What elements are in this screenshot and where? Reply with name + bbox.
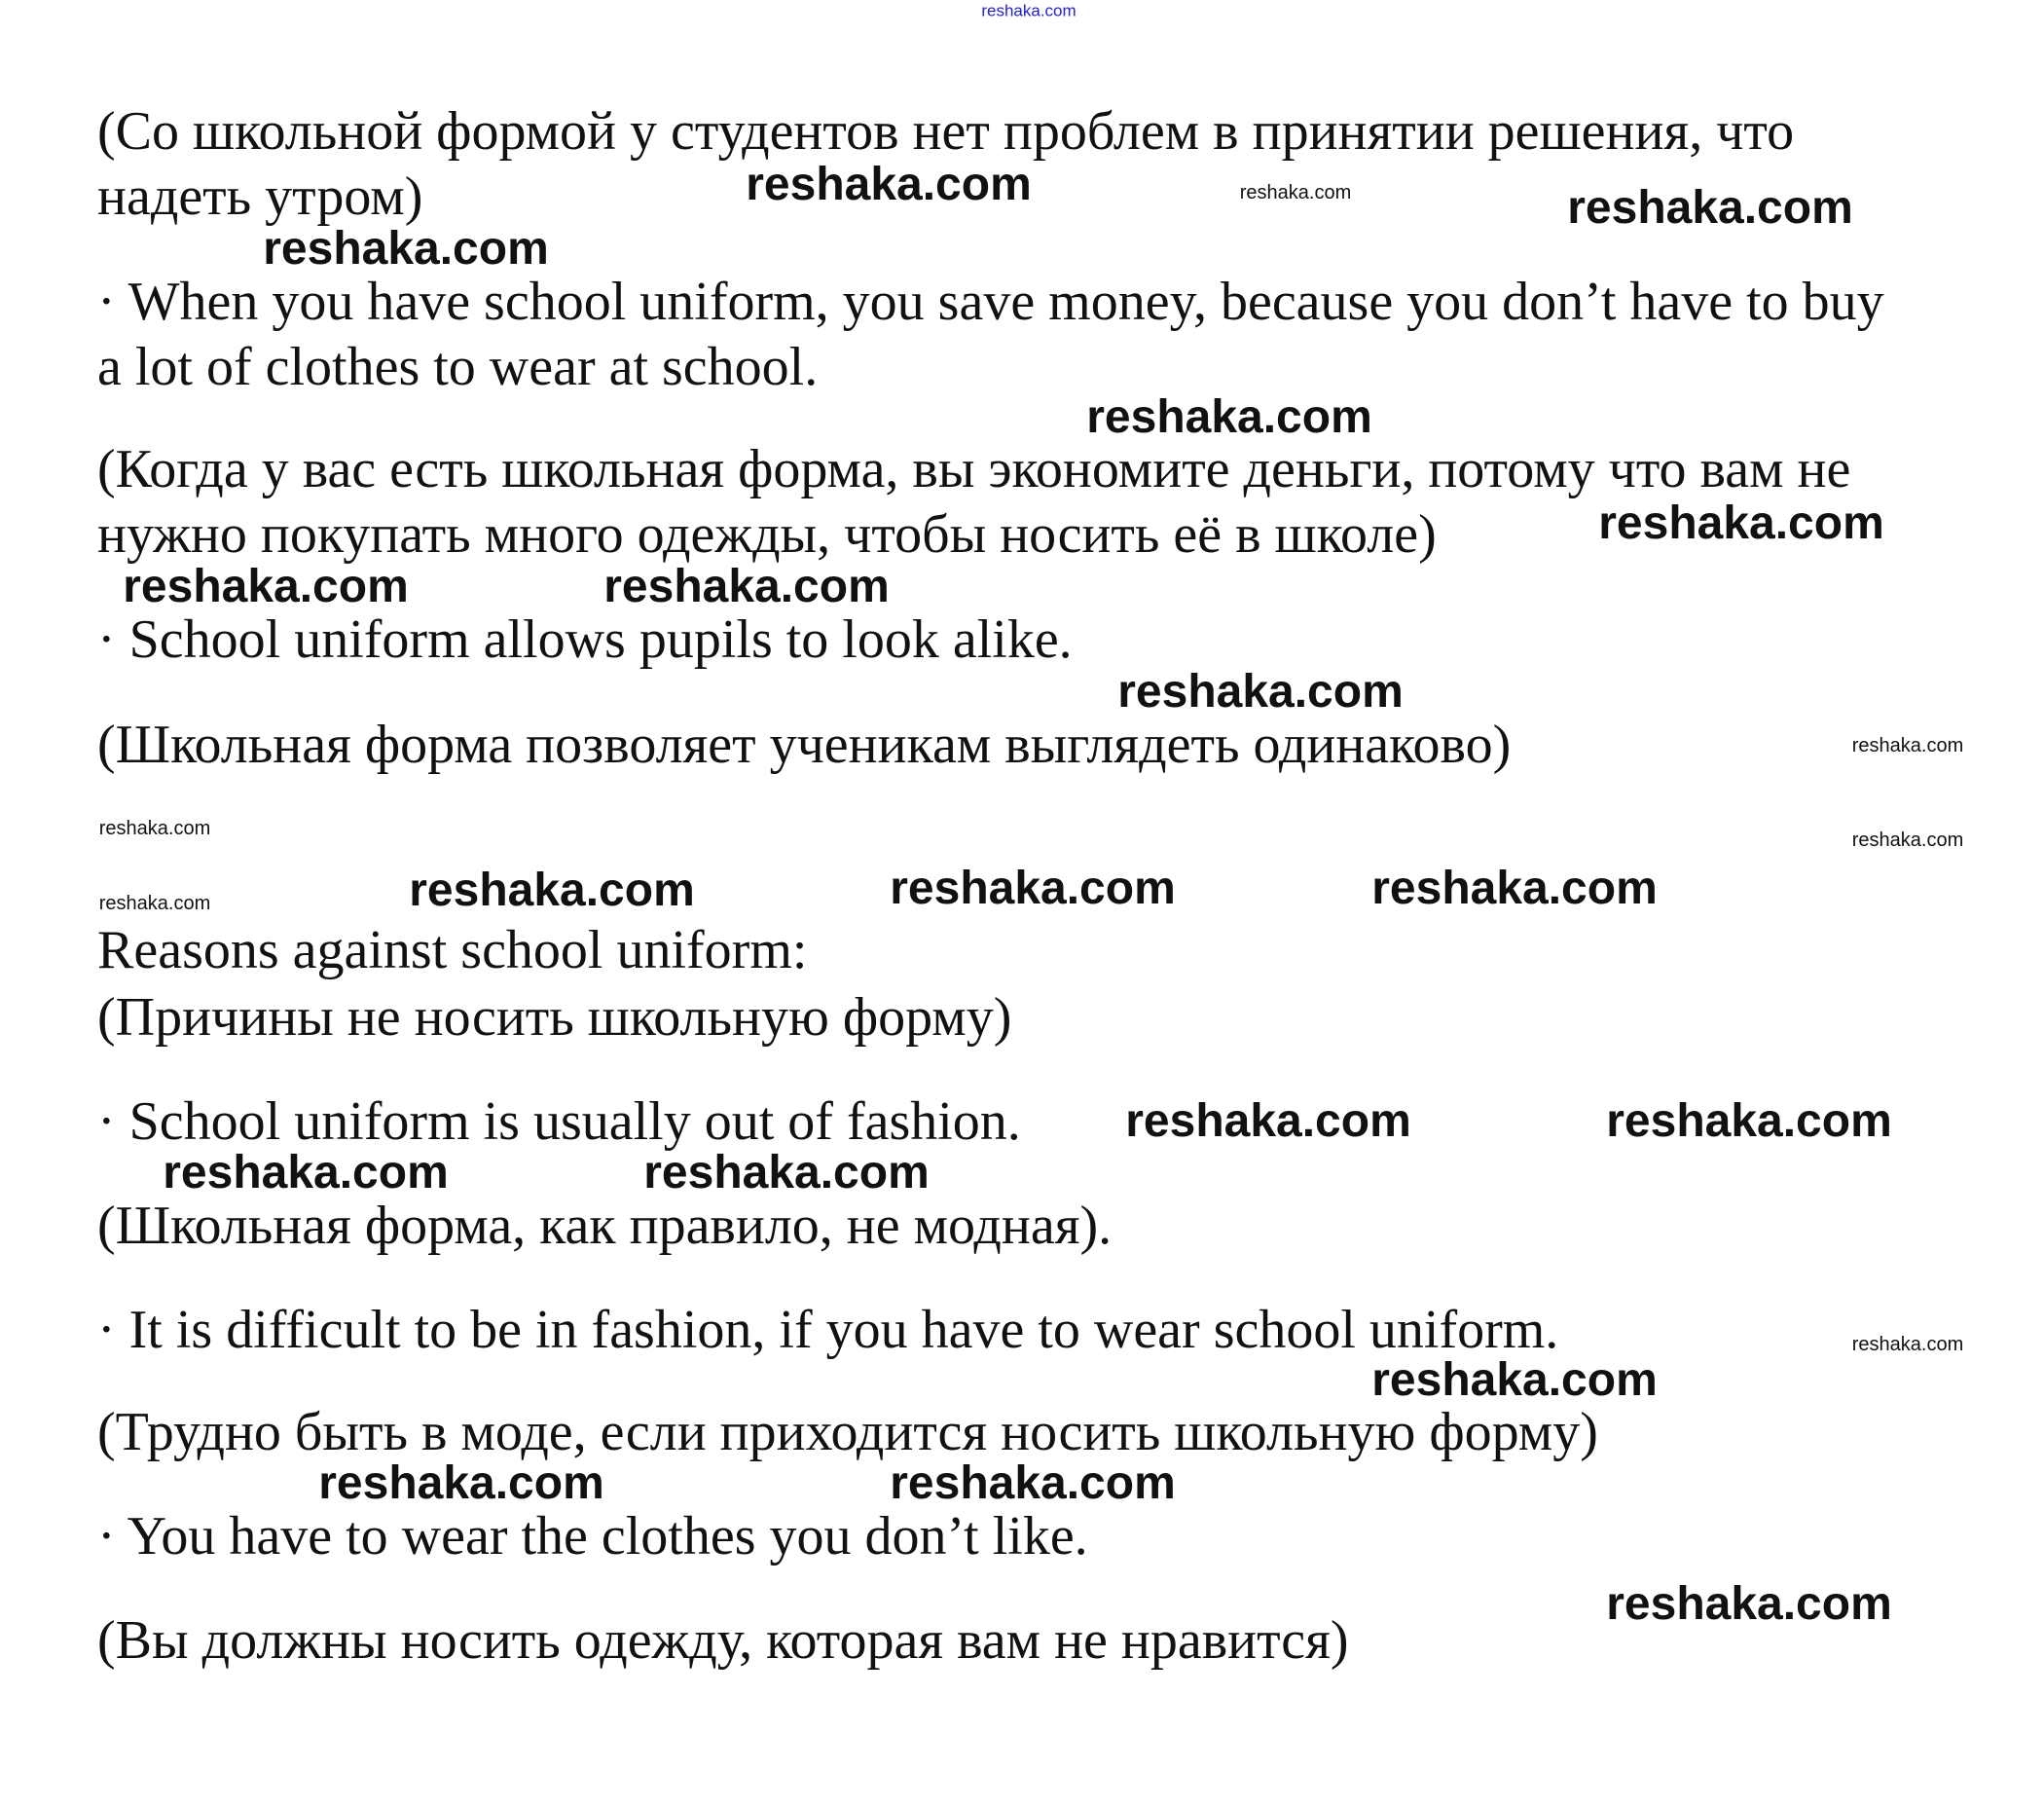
text-line: a lot of clothes to wear at school. xyxy=(97,337,819,397)
bullet-item: · You have to wear the clothes you don’t like. xyxy=(97,1506,1088,1566)
text-line: (Со школьной формой у студентов нет проблем в принятии решения, что xyxy=(97,101,1795,162)
translation-line: нужно покупать много одежды, чтобы носить её в школе) xyxy=(97,504,1437,565)
section-heading: Reasons against school uniform: xyxy=(97,920,808,980)
watermark: reshaka.com xyxy=(643,1147,930,1198)
site-link[interactable]: reshaka.com xyxy=(981,1,1077,20)
translation-line: (Школьная форма позволяет ученикам выглядеть одинаково) xyxy=(97,715,1512,775)
bullet-item: · When you have school uniform, you save money, because you don’t have to buy xyxy=(97,272,1884,332)
watermark: reshaka.com xyxy=(890,1457,1176,1509)
watermark: reshaka.com xyxy=(123,561,409,612)
watermark: reshaka.com xyxy=(603,561,890,612)
translation-line: (Школьная форма, как правило, не модная). xyxy=(97,1196,1113,1256)
watermark: reshaka.com xyxy=(746,159,1032,210)
watermark: reshaka.com xyxy=(1606,1578,1892,1630)
bullet-item: · School uniform allows pupils to look alike. xyxy=(97,609,1073,670)
watermark: reshaka.com xyxy=(1567,182,1853,234)
watermark: reshaka.com xyxy=(263,223,549,275)
watermark: reshaka.com xyxy=(1598,498,1884,549)
watermark-small: reshaka.com xyxy=(98,818,211,839)
watermark-small: reshaka.com xyxy=(1851,735,1964,756)
watermark: reshaka.com xyxy=(163,1147,449,1198)
watermark: reshaka.com xyxy=(1606,1095,1892,1147)
watermark: reshaka.com xyxy=(1371,1354,1658,1406)
translation-line: (Причины не носить школьную форму) xyxy=(97,987,1012,1048)
text-line: надеть утром) xyxy=(97,166,423,227)
translation-line: (Когда у вас есть школьная форма, вы экономите деньги, потому что вам не xyxy=(97,439,1851,499)
watermark: reshaka.com xyxy=(1371,863,1658,914)
watermark-small: reshaka.com xyxy=(1851,829,1964,851)
watermark: reshaka.com xyxy=(1086,391,1372,443)
watermark: reshaka.com xyxy=(1125,1095,1411,1147)
watermark-small: reshaka.com xyxy=(1851,1334,1964,1355)
bullet-item: · It is difficult to be in fashion, if you have to wear school uniform. xyxy=(97,1300,1559,1360)
watermark: reshaka.com xyxy=(890,863,1176,914)
translation-line: (Трудно быть в моде, если приходится носить школьную форму) xyxy=(97,1402,1598,1462)
watermark: reshaka.com xyxy=(318,1457,604,1509)
watermark-small: reshaka.com xyxy=(98,893,211,914)
watermark: reshaka.com xyxy=(1117,666,1404,718)
bullet-item: · School uniform is usually out of fashion. xyxy=(97,1091,1021,1152)
translation-line: (Вы должны носить одежду, которая вам не нравится) xyxy=(97,1610,1349,1671)
watermark-small: reshaka.com xyxy=(1239,182,1352,203)
watermark: reshaka.com xyxy=(409,865,695,916)
